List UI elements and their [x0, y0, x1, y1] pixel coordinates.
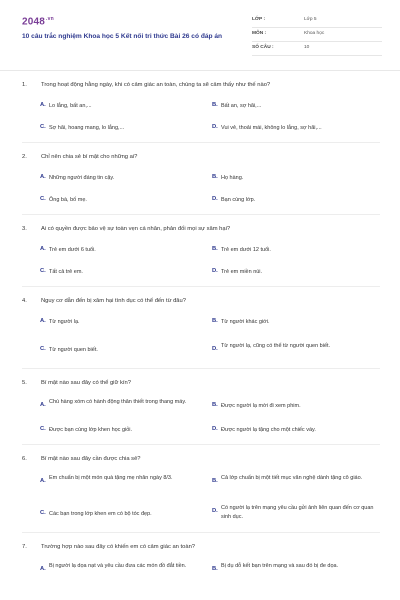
question-1: 1. Trong hoạt động hằng ngày, khi có cảm giác an toàn, chúng ta sẽ cảm thấy như thế nào? A. Lo lắng, bất an,... B. Bất an, sợ hãi,... C. Sợ hãi, hoang mang, lo lắng,... D. Vui vẻ, thoải mái, không lo lắng, sợ hãi,...: [22, 80, 380, 92]
question-4: 4. Nguy cơ dẫn đến bị xâm hại tình dục có thể đến từ đâu? A. Từ người lạ. B. Từ người khác giới. C. Từ người quen biết. D. Từ người lạ, cũng có thể từ người quen biết.: [22, 296, 380, 308]
page-title: 10 câu trắc nghiệm Khoa học 5 Kết nối tri thức Bài 26 có đáp án: [22, 33, 223, 40]
meta-value: Khoa học: [304, 31, 325, 36]
question-text: Bí mật nào sau đây cần được chia sẻ?: [41, 456, 141, 462]
question-7: 7. Trường hợp nào sau đây có khiến em có cảm giác an toàn? A. Bị người lạ dọa nạt và yêu cầu đưa các món đồ đắt tiền. B. Bị dụ dỗ kết bạn trên mạng và sau đó bị đe dọa.: [22, 542, 380, 554]
question-2: 2. Chỉ nên chia sẻ bí mật cho những ai? A. Những người đáng tin cậy. B. Họ hàng. C. Ông bà, bố mẹ. D. Bạn cùng lớp.: [22, 152, 380, 164]
meta-key: LỚP :: [252, 17, 266, 22]
meta-row-subject: [252, 28, 382, 42]
question-stem: [22, 542, 380, 554]
question-text: Ai có quyền được bảo vệ sự toàn vẹn cá nhân, phản đối mọi sự xâm hại?: [41, 226, 231, 232]
question-stem: [22, 224, 380, 236]
quiz-meta-table: [252, 14, 382, 56]
question-text: Bí mật nào sau đây có thể giữ kín?: [41, 380, 131, 386]
question-divider: [22, 368, 380, 369]
question-stem: [22, 80, 380, 92]
question-divider: [22, 532, 380, 533]
page-header: [22, 14, 382, 70]
meta-value: Lớp 5: [304, 17, 317, 22]
question-divider: [22, 142, 380, 143]
question-stem: [22, 378, 380, 390]
question-number: 7.: [22, 544, 27, 550]
question-stem: [22, 152, 380, 164]
header-divider: [0, 70, 400, 71]
question-6: 6. Bí mật nào sau đây cần được chia sẻ? A. Em chuẩn bị một món quà tặng mẹ nhân ngày 8/3. B. Cả lớp chuẩn bị một tiết mục văn nghệ dành tặng cô giáo. C. Các bạn trong lớp khen em có bộ tóc đẹp. D. Có người lạ trên mạng yêu cầu gửi ảnh liên quan đến cơ quan sinh dục.: [22, 454, 380, 466]
question-3: 3. Ai có quyền được bảo vệ sự toàn vẹn cá nhân, phản đối mọi sự xâm hại? A. Trẻ em dưới 6 tuổi. B. Trẻ em dưới 12 tuổi. C. Tất cả trẻ em. D. Trẻ em miền núi.: [22, 224, 380, 236]
question-divider: [22, 444, 380, 445]
question-divider: [22, 214, 380, 215]
question-number: 3.: [22, 226, 27, 232]
question-number: 5.: [22, 380, 27, 386]
meta-row-count: [252, 42, 382, 56]
question-text: Chỉ nên chia sẻ bí mật cho những ai?: [41, 154, 138, 160]
question-divider: [22, 286, 380, 287]
question-number: 4.: [22, 298, 27, 304]
question-stem: [22, 454, 380, 466]
question-text: Trong hoạt động hằng ngày, khi có cảm giác an toàn, chúng ta sẽ cảm thấy như thế nào?: [41, 82, 271, 88]
question-number: 2.: [22, 154, 27, 160]
meta-key: MÔN :: [252, 31, 267, 36]
question-5: 5. Bí mật nào sau đây có thể giữ kín? A. Chú hàng xóm có hành động thân thiết trong thang máy. B. Được người lạ mời đi xem phim. C. Được bạn cùng lớp khen học giỏi. D. Được người lạ tặng cho một chiếc váy.: [22, 378, 380, 390]
question-text: Nguy cơ dẫn đến bị xâm hại tình dục có thể đến từ đâu?: [41, 298, 186, 304]
question-stem: [22, 296, 380, 308]
meta-key: SỐ CÂU :: [252, 45, 274, 50]
question-number: 6.: [22, 456, 27, 462]
meta-row-grade: [252, 14, 382, 28]
question-text: Trường hợp nào sau đây có khiến em có cảm giác an toàn?: [41, 544, 196, 550]
meta-value: 10: [304, 45, 310, 50]
question-number: 1.: [22, 82, 27, 88]
site-logo[interactable]: $2048^{.vn}$: [22, 16, 54, 28]
